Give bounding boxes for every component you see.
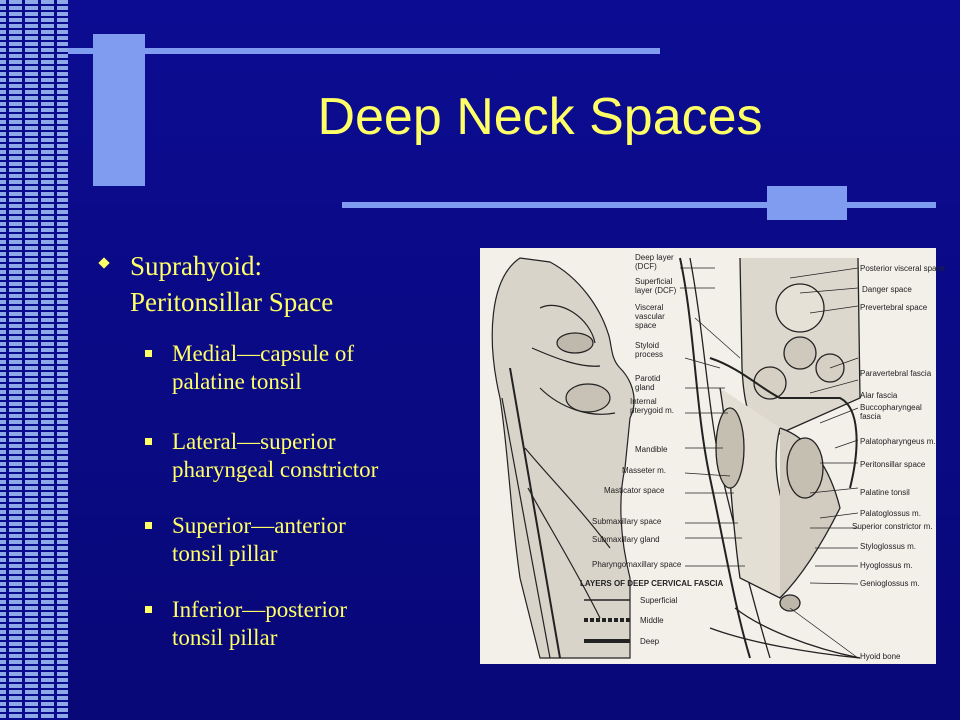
left-stripe-border (0, 0, 68, 720)
square-bullet-icon (145, 438, 152, 445)
label-buccopharyngeal: Buccopharyngeal (860, 403, 922, 412)
sub-bullet-line1: Superior—anterior (172, 513, 346, 538)
slide-title: Deep Neck Spaces (317, 88, 763, 146)
label-mandible: Mandible (635, 445, 668, 454)
main-bullet-line1: Suprahyoid: (130, 251, 262, 281)
label-genioglossus: Genioglossus m. (860, 579, 920, 588)
label-submaxillary-gland: Submaxillary gland (592, 535, 660, 544)
label-paravertebral-fascia: Paravertebral fascia (860, 369, 932, 378)
sub-bullet-lateral (145, 428, 465, 484)
sub-bullet-line2: tonsil pillar (172, 541, 278, 566)
label-deep-layer-dcf: (DCF) (635, 262, 657, 271)
label-palatine-tonsil: Palatine tonsil (860, 488, 910, 497)
label-deep-layer: Deep layer (635, 253, 674, 262)
label-gland: gland (635, 383, 655, 392)
anatomy-figure (480, 248, 945, 664)
label-danger-space: Danger space (862, 285, 912, 294)
label-prevertebral-space: Prevertebral space (860, 303, 928, 312)
anatomy-illustration (480, 248, 945, 664)
label-superior-constrictor: Superior constrictor m. (852, 522, 933, 531)
label-submaxillary-space: Submaxillary space (592, 517, 662, 526)
decor-bar-top-vertical (93, 34, 145, 186)
sub-bullet-line1: Medial—capsule of (172, 341, 355, 366)
legend-title: LAYERS OF DEEP CERVICAL FASCIA (580, 579, 724, 588)
sub-bullet-line2: pharyngeal constrictor (172, 457, 379, 482)
head-sagittal-drawing (492, 258, 634, 658)
label-styloid: Styloid (635, 341, 660, 350)
label-fascia: fascia (860, 412, 881, 421)
square-bullet-icon (145, 522, 152, 529)
label-pterygoid: pterygoid m. (630, 406, 675, 415)
label-posterior-visceral-space: Posterior visceral space (860, 264, 945, 273)
label-superficial: Superficial (635, 277, 673, 286)
right-labels (852, 264, 945, 661)
label-masticator-space: Masticator space (604, 486, 665, 495)
label-space: space (635, 321, 657, 330)
main-bullet-line2: Peritonsillar Space (130, 287, 334, 317)
sub-bullet-medial (145, 340, 465, 396)
sub-bullet-line1: Lateral—superior (172, 429, 336, 454)
label-palatoglossus: Palatoglossus m. (860, 509, 921, 518)
label-superficial-dcf: layer (DCF) (635, 286, 677, 295)
label-visceral: Visceral (635, 303, 664, 312)
main-bullet (100, 248, 460, 320)
label-hyoid-bone: Hyoid bone (860, 652, 901, 661)
label-styloglossus: Styloglossus m. (860, 542, 917, 551)
label-parotid: Parotid (635, 374, 661, 383)
label-vascular: vascular (635, 312, 665, 321)
sub-bullet-inferior (145, 596, 465, 652)
legend-superficial: Superficial (640, 596, 678, 605)
label-hyoglossus: Hyoglossus m. (860, 561, 913, 570)
square-bullet-icon (145, 606, 152, 613)
cross-section-drawing (680, 258, 860, 658)
sub-bullet-line2: tonsil pillar (172, 625, 278, 650)
label-internal: Internal (630, 397, 657, 406)
label-peritonsillar-space: Peritonsillar space (860, 460, 926, 469)
legend-middle: Middle (640, 616, 664, 625)
sub-bullet-line1: Inferior—posterior (172, 597, 347, 622)
label-alar-fascia: Alar fascia (860, 391, 898, 400)
decor-bar-top-horizontal (68, 48, 660, 54)
diamond-bullet-icon (98, 257, 109, 268)
legend-deep: Deep (640, 637, 660, 646)
label-palatopharyngeus: Palatopharyngeus m. (860, 437, 936, 446)
sub-bullet-line2: palatine tonsil (172, 369, 302, 394)
square-bullet-icon (145, 350, 152, 357)
decor-bar-mid-block (767, 186, 847, 220)
sub-bullet-superior (145, 512, 465, 568)
label-masseter: Masseter m. (622, 466, 667, 475)
label-pharyngomaxillary-space: Pharyngomaxillary space (592, 560, 682, 569)
label-process: process (635, 350, 664, 359)
